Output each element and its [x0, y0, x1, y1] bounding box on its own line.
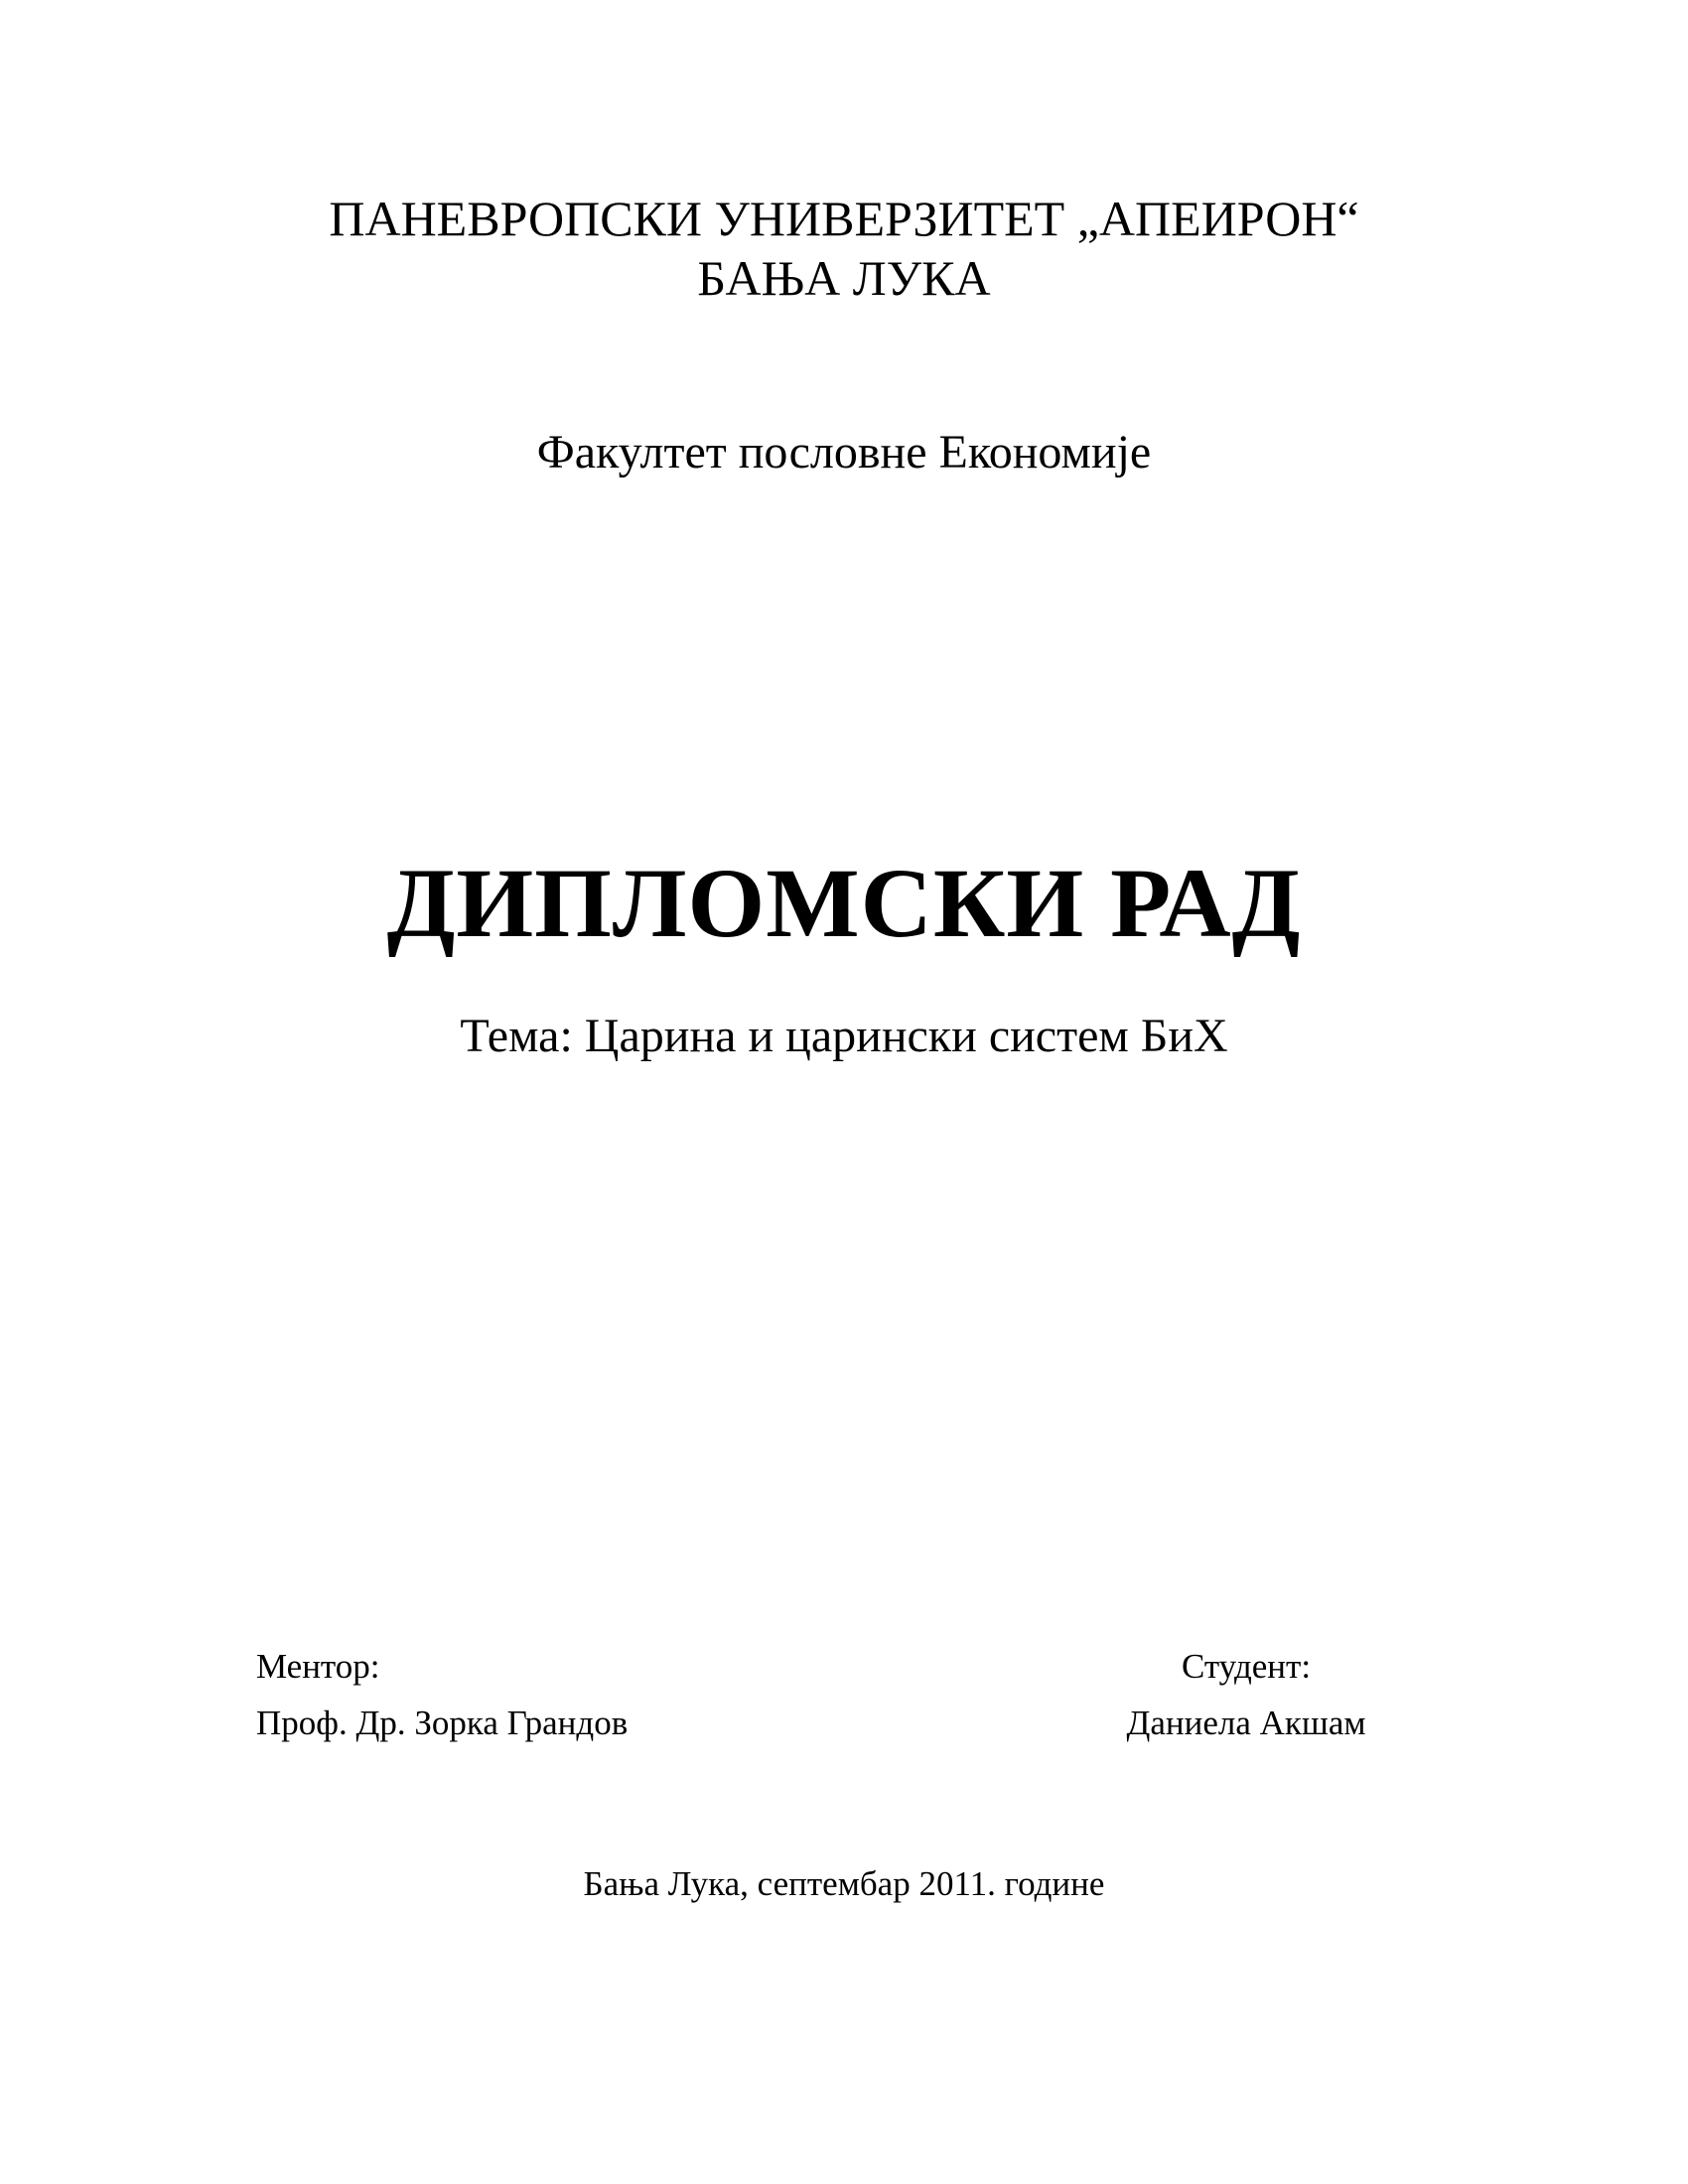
- document-title: ДИПЛОМСКИ РАД: [386, 848, 1302, 958]
- student-name: Даниела Акшам: [1126, 1704, 1366, 1742]
- university-city: БАЊА ЛУКА: [697, 250, 991, 306]
- student-block: [1092, 1638, 1400, 1751]
- faculty-name: Факултет пословне Економије: [536, 426, 1152, 478]
- university-name: ПАНЕВРОПСКИ УНИВЕРЗИТЕТ „АПЕИРОН“: [329, 191, 1359, 246]
- student-label: Студент:: [1181, 1647, 1312, 1686]
- mentor-block: [256, 1638, 628, 1751]
- document-topic: Тема: Царина и царински систем БиХ: [460, 1010, 1228, 1062]
- mentor-label: Ментор:: [256, 1647, 380, 1686]
- mentor-name: Проф. Др. Зорка Грандов: [256, 1704, 629, 1742]
- place-and-date: Бања Лука, септембар 2011. године: [583, 1864, 1105, 1903]
